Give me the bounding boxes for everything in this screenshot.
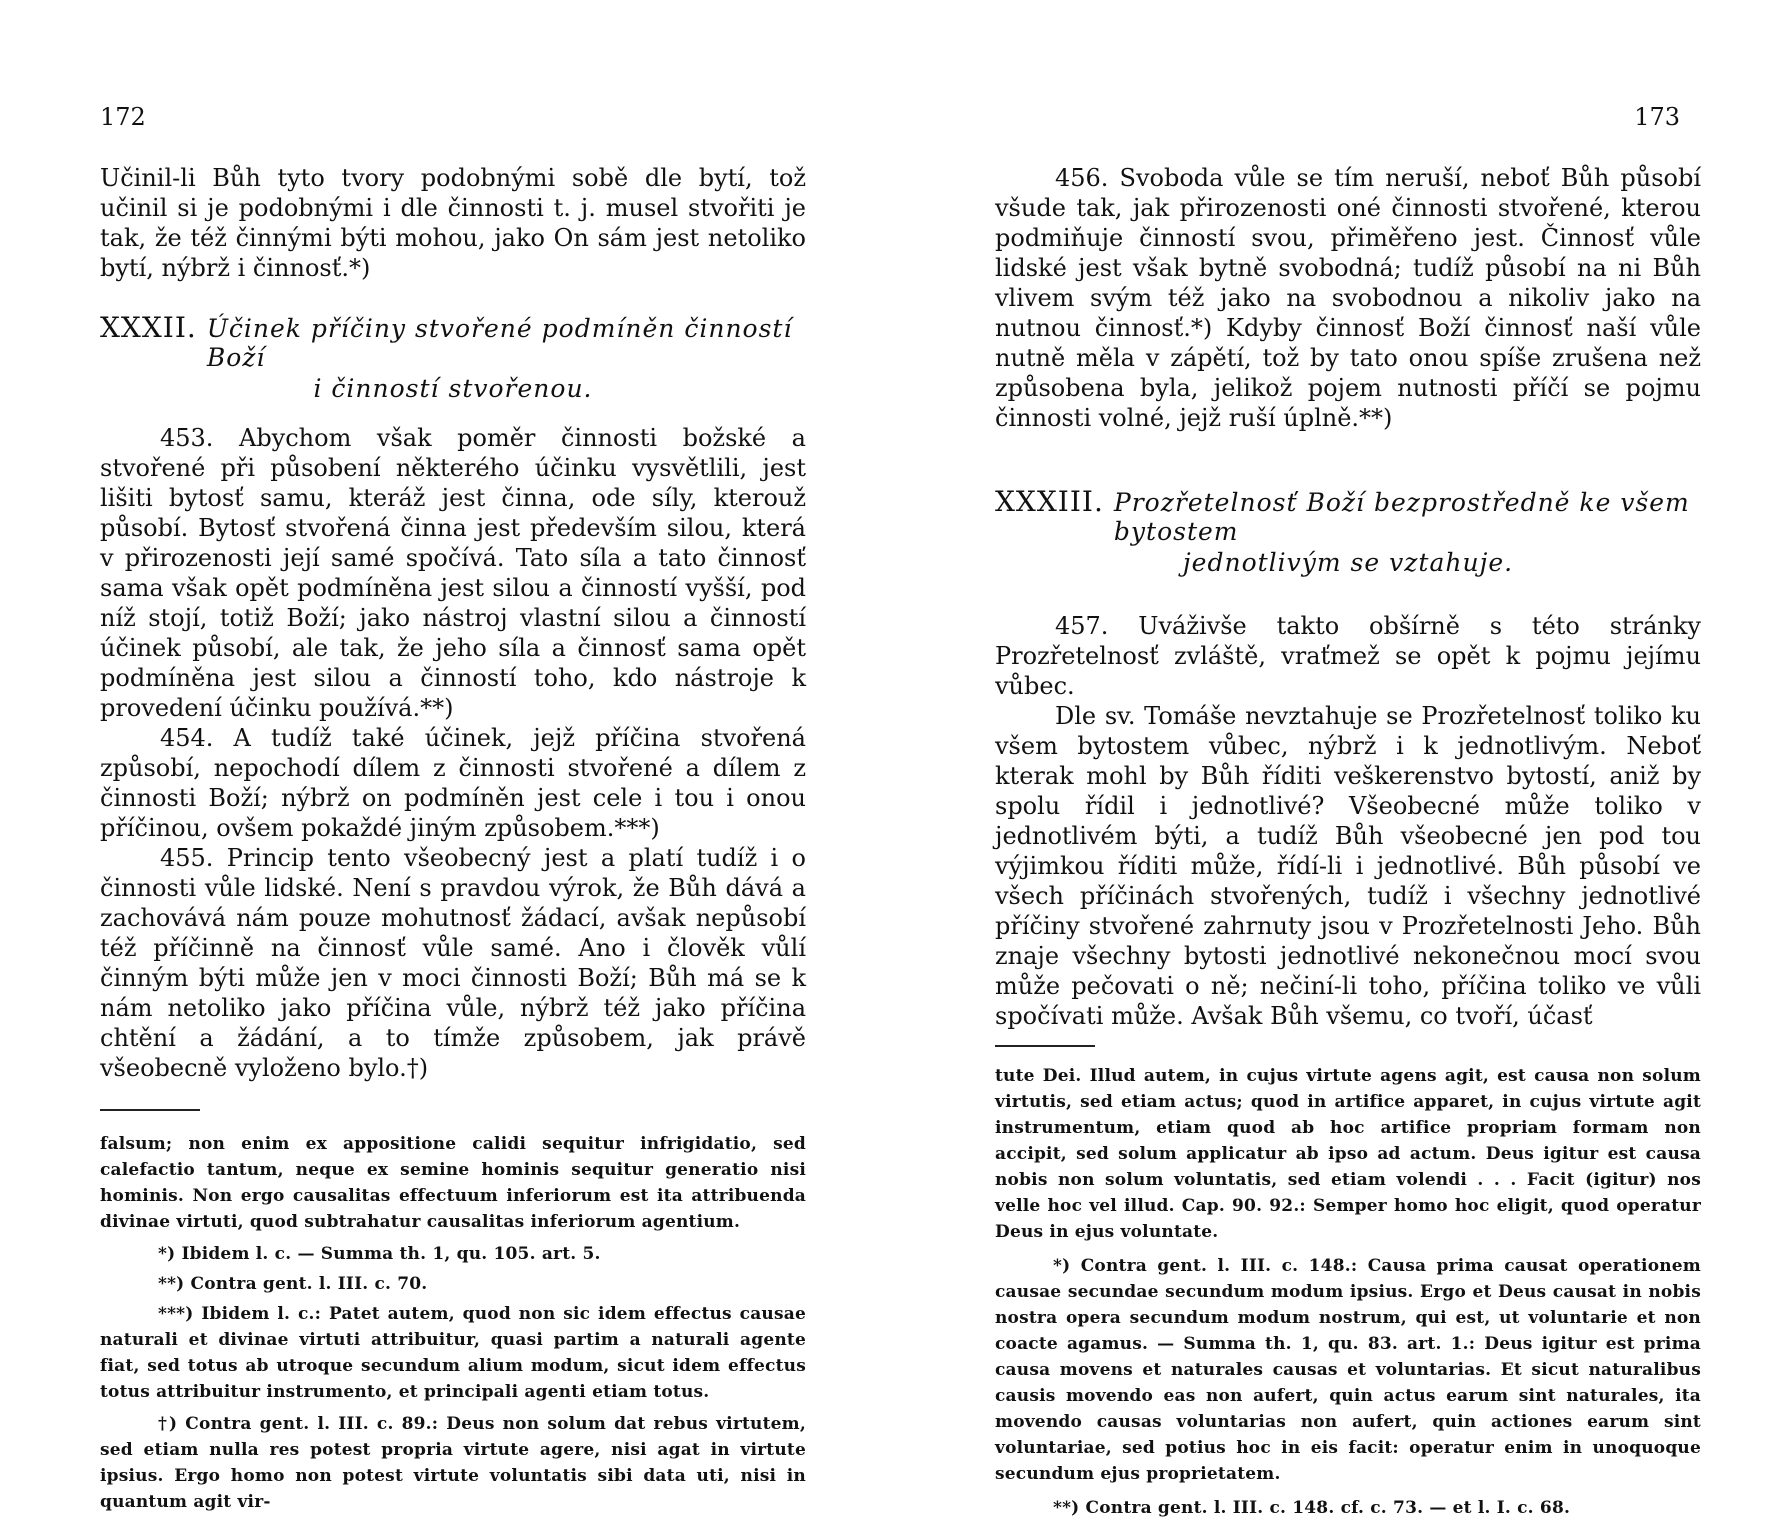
- page-left-text: [100, 163, 806, 1515]
- paragraph-455: 455. Princip tento všeobecný jest a platí tudíž i o činnosti vůle lidské. Není s pravdou výrok, že Bůh dává a zachovává nám pouze mohutnosť žádací, avšak nepůsobí též příčinně na činnosť vůle samé. Ano i člověk vůlí činným býti může jen v moci činnosti Boží; Bůh má se k nám netoliko jako příčina vůle, nýbrž též jako příčina chtění a žádání, a to tímže způsobem, jak právě všeobecně vyloženo bylo.†): [100, 844, 806, 1082]
- chapter-number: XXXII.: [100, 311, 197, 344]
- footnote: *) Ibidem l. c. — Summa th. 1, qu. 105. art. 5.: [158, 1244, 601, 1264]
- chapter-title-line1: Prozřetelnosť Boží bezprostředně ke všem bytostem: [1113, 488, 1690, 546]
- page-right-text: [995, 163, 1701, 1521]
- chapter-number: XXXIII.: [995, 485, 1104, 518]
- chapter-heading: [100, 311, 806, 372]
- page-right: [893, 0, 1786, 1518]
- paragraph-456: 456. Svoboda vůle se tím neruší, neboť Bůh působí všude tak, jak přirozenosti oné činnosti stvořené, kterou podmiňuje činností svou, přiměřeno jest. Činnosť vůle lidské jest však bytně svobodná; tudíž působí na ni Bůh vlivem svým též jako na svobodnou a nikoliv jako na nutnou činnosť.*) Kdyby činnosť Boží činnosť naší vůle nutně měla v zápětí, tož by tato onou spíše zrušena než způsobena byla, jelikož pojem nutnosti příčí se pojmu činnosti volné, jejž ruší úplně.**): [995, 164, 1701, 432]
- paragraph-454: 454. A tudíž také účinek, jejž příčina stvořená způsobí, nepochodí dílem z činnosti stvořené a dílem z činnosti Boží; nýbrž on podmíněn jest cele i tou i onou příčinou, ovšem pokaždé jiným způsobem.***): [100, 724, 806, 842]
- page-number: 173: [1634, 103, 1680, 131]
- chapter-title-line2: jednotlivým se vztahuje.: [1182, 548, 1514, 577]
- paragraph-457: 457. Uváživše takto obšírně s této stránky Prozřetelnosť zvláště, vraťmež se opět k pojmu jejímu vůbec.: [995, 612, 1701, 700]
- footnote: **) Contra gent. l. III. c. 148. cf. c. 73. — et l. I. c. 68.: [1053, 1498, 1571, 1518]
- footnote: ***) Ibidem l. c.: Patet autem, quod non sic idem effectus causae naturali et divinae virtuti attribuitur, quasi partim a naturali agente fiat, sed totus ab utroque secundum alium modum, sicut idem effectus totus attribuitur instrumento, et principali agenti etiam totus.: [100, 1304, 806, 1402]
- chapter-title-line2: i činností stvořenou.: [313, 374, 593, 403]
- paragraph: Dle sv. Tomáše nevztahuje se Prozřetelnosť toliko ku všem bytostem vůbec, nýbrž i k jednotlivým. Neboť kterak mohl by Bůh říditi veškerenstvo bytostí, aniž by spolu řídil i jednotlivé? Všeobecné může toliko v jednotlivém býti, a tudíž Bůh všeobecné jen pod tou výjimkou říditi může, řídí-li i jednotlivé. Bůh působí ve všech příčinách stvořených, tudíž i všechny jednotlivé příčiny stvořené zahrnuty jsou v Prozřetelnosti Jeho. Bůh znaje všechny bytosti jednotlivé nekonečnou mocí svou může pečovati o ně; nečiní-li toho, příčina toliko ve vůli spočívati může. Avšak Bůh všemu, co tvoří, účasť: [995, 702, 1701, 1030]
- chapter-heading: [995, 485, 1701, 546]
- paragraph-453: 453. Abychom však poměr činnosti božské a stvořené při působení některého účinku vysvětlili, jest lišiti bytosť samu, kteráž jest činna, ode síly, kterouž působí. Bytosť stvořená činna jest především silou, která v přirozenosti její samé spočívá. Tato síla a tato činnosť sama však opět podmíněna jest silou a činností vyšší, pod níž stojí, totiž Boží; jako nástroj vlastní silou a činností účinek působí, ale tak, že jeho síla a činnosť sama opět podmíněna jest silou a činností toho, kdo nástroje k provedení účinku používá.**): [100, 424, 806, 722]
- footnote: **) Contra gent. l. III. c. 70.: [158, 1274, 428, 1294]
- footnote-continuation: falsum; non enim ex appositione calidi sequitur infrigidatio, sed calefactio tantum, neque ex semine hominis sequitur generatio nisi hominis. Non ergo causalitas effectuum inferiorum est ita attribuenda divinae virtuti, quod subtrahatur causalitas inferiorum agentium.: [100, 1134, 806, 1232]
- footnote: *) Contra gent. l. III. c. 148.: Causa prima causat operationem causae secundae secundum modum ipsius. Ergo et Deus causat in nobis nostra opera secundum modum nostrum, qui est, ut voluntarie et non coacte agamus. — Summa th. 1, qu. 83. art. 1.: Deus igitur est prima causa movens et naturales causas et voluntarias. Et sicut naturalibus causis movendo eas non aufert, quin actus earum sint naturales, ita movendo causas voluntarias non aufert, quin actiones earum sint voluntariae, sed potius hoc in eis facit: operatur enim in unoquoque secundum ejus proprietatem.: [995, 1256, 1701, 1484]
- chapter-title-line1: Účinek příčiny stvořené podmíněn činností Boží: [206, 314, 793, 372]
- footnote-continuation: tute Dei. Illud autem, in cujus virtute agens agit, est causa non solum virtutis, sed etiam actus; quod in artifice apparet, in cujus virtute agit instrumentum, etiam quod ab hoc artifice propriam formam non accipit, sed solum applicatur ab ipso ad actum. Deus igitur est causa nobis non solum voluntatis, sed etiam volendi . . . Facit (igitur) nos velle hoc vel illud. Cap. 90. 92.: Semper homo hoc eligit, quod operatur Deus in ejus voluntate.: [995, 1066, 1701, 1242]
- footnote: †) Contra gent. l. III. c. 89.: Deus non solum dat rebus virtutem, sed etiam nulla res potest propria virtute agere, nisi agat in virtute ipsius. Ergo homo non potest virtute voluntatis sibi data uti, nisi in quantum agit vir-: [100, 1414, 806, 1512]
- page-number: 172: [100, 103, 146, 131]
- page-left: [0, 0, 893, 1512]
- paragraph: Učinil-li Bůh tyto tvory podobnými sobě dle bytí, tož učinil si je podobnými i dle činnosti t. j. musel stvořiti je tak, že též činnými býti mohou, jako On sám jest netoliko bytí, nýbrž i činnosť.*): [100, 164, 806, 282]
